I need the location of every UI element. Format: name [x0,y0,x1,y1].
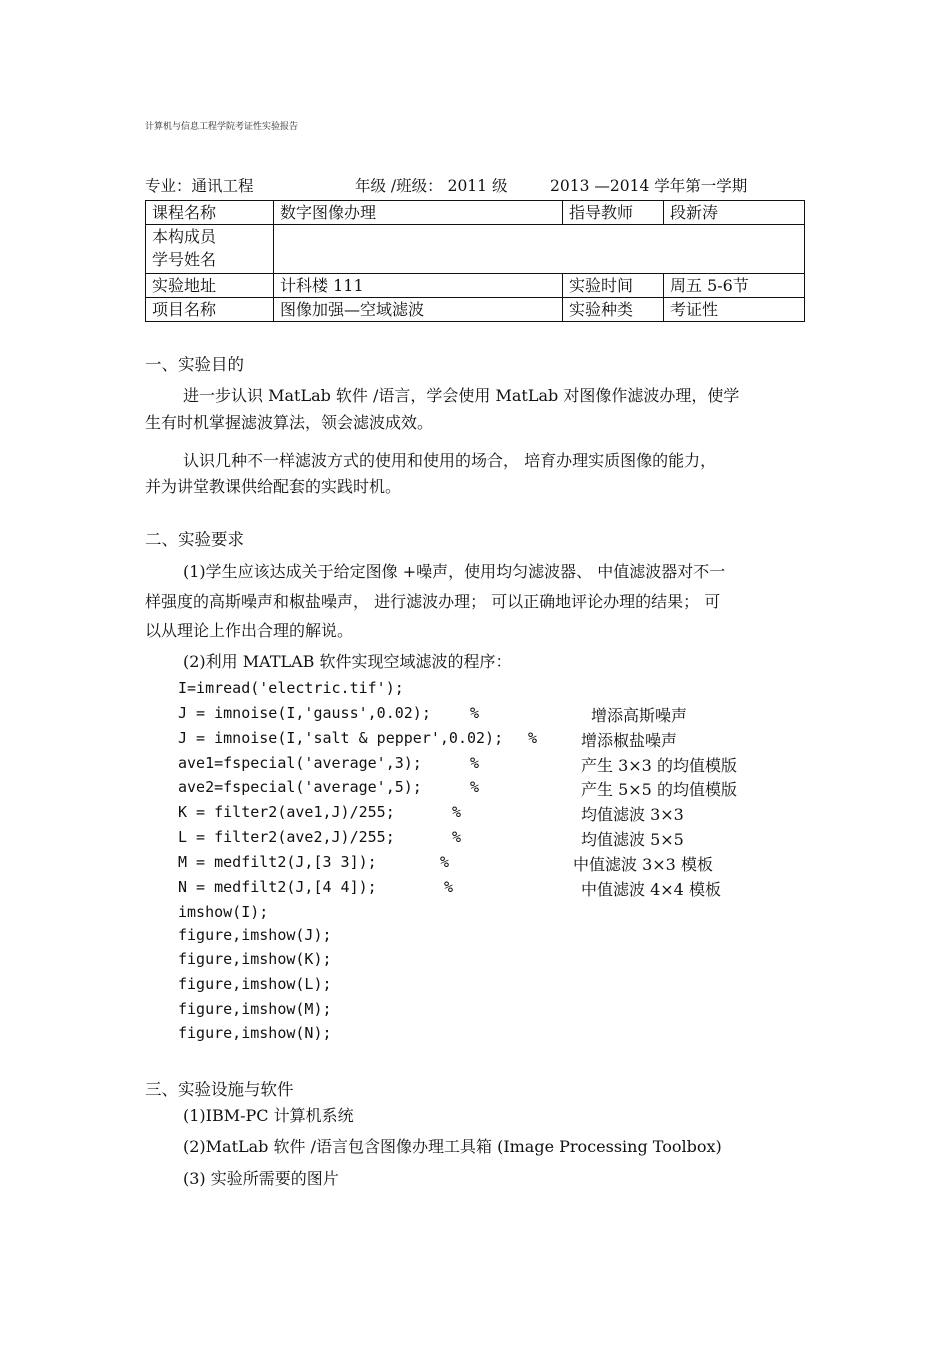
requirement-1-line-3: 以从理论上作出合理的解说。 [145,621,354,640]
project-value: 图像加强—空域滤波 [274,298,563,322]
code-line: ave2=fspecial('average',5); [178,778,422,796]
time-value: 周五 5-6节 [664,274,805,298]
type-label: 实验种类 [563,298,664,322]
equipment-item-2: (2)MatLab 软件 /语言包含图像办理工具箱 (Image Processing Toolbox) [183,1137,722,1156]
code-line: L = filter2(ave2,J)/255; [178,828,395,846]
code-line: J = imnoise(I,'salt & pepper',0.02); [178,729,504,747]
code-line: ave1=fspecial('average',3); [178,754,422,772]
members-value [274,225,805,274]
comment-marker: % [470,704,480,722]
code-line: figure,imshow(K); [178,950,332,968]
report-header: 计算机与信息工程学院考证性实验报告 [145,122,299,132]
comment-text: 产生 3×3 的均值模版 [581,756,737,775]
table-row [146,225,805,274]
table-row [146,201,805,225]
comment-marker: % [440,853,450,871]
comment-text: 中值滤波 4×4 模板 [581,880,721,899]
table-row [146,298,805,322]
code-line: figure,imshow(J); [178,926,332,944]
comment-text: 产生 5×5 的均值模版 [581,780,737,799]
purpose-line-4: 并为讲堂教课供给配套的实践时机。 [145,477,402,496]
requirement-1-line-1: (1)学生应该达成关于给定图像 +噪声，使用均匀滤波器、 中值滤波器对不一 [183,562,726,581]
comment-text: 中值滤波 3×3 模板 [573,855,713,874]
comment-marker: % [444,878,454,896]
code-line: K = filter2(ave1,J)/255; [178,803,395,821]
code-line: N = medfilt2(J,[4 4]); [178,878,377,896]
table-row [146,274,805,298]
members-label [146,225,274,274]
section-1-title: 一、实验目的 [145,355,244,374]
equipment-item-3: (3) 实验所需要的图片 [183,1169,339,1188]
purpose-line-3: 认识几种不一样滤波方式的使用和使用的场合， 培育办理实质图像的能力， [183,451,717,470]
comment-text: 增添高斯噪声 [591,706,688,725]
type-value: 考证性 [664,298,805,322]
course-label: 课程名称 [146,201,274,225]
requirement-2: (2)利用 MATLAB 软件实现空域滤波的程序： [183,652,512,671]
members-label-line-2: 学号姓名 [152,250,217,269]
code-line: figure,imshow(M); [178,1000,332,1018]
info-table [145,200,805,322]
comment-marker: % [452,803,462,821]
purpose-line-1: 进一步认识 MatLab 软件 /语言，学会使用 MatLab 对图像作滤波办理，使学 [183,386,740,405]
comment-text: 均值滤波 3×3 [581,805,684,824]
time-label: 实验时间 [563,274,664,298]
comment-marker: % [470,778,480,796]
members-label-line-1: 本构成员 [152,227,217,246]
code-line: I=imread('electric.tif'); [178,679,404,697]
requirement-1-line-2: 样强度的高斯噪声和椒盐噪声， 进行滤波办理； 可以正确地评论办理的结果； 可 [145,592,721,611]
comment-text: 增添椒盐噪声 [581,731,678,750]
comment-marker: % [452,828,462,846]
purpose-line-2: 生有时机掌握滤波算法，领会滤波成效。 [145,413,434,432]
comment-marker: % [470,754,480,772]
section-2-title: 二、实验要求 [145,530,244,549]
code-line: J = imnoise(I,'gauss',0.02); [178,704,431,722]
major-field: 专业：通讯工程 [145,177,254,195]
comment-text: 均值滤波 5×5 [581,830,684,849]
location-label: 实验地址 [146,274,274,298]
code-line: imshow(I); [178,903,269,921]
section-3-title: 三、实验设施与软件 [145,1080,294,1099]
code-line: M = medfilt2(J,[3 3]); [178,853,377,871]
location-value: 计科楼 111 [274,274,563,298]
code-line: figure,imshow(L); [178,975,332,993]
comment-marker: % [528,729,538,747]
project-label: 项目名称 [146,298,274,322]
teacher-value: 段新涛 [664,201,805,225]
teacher-label: 指导教师 [563,201,664,225]
code-line: figure,imshow(N); [178,1024,332,1042]
course-value: 数字图像办理 [274,201,563,225]
term-field: 2013 —2014 学年第一学期 [550,177,748,195]
grade-class-field: 年级 /班级： 2011 级 [355,177,508,195]
equipment-item-1: (1)IBM-PC 计算机系统 [183,1106,354,1125]
